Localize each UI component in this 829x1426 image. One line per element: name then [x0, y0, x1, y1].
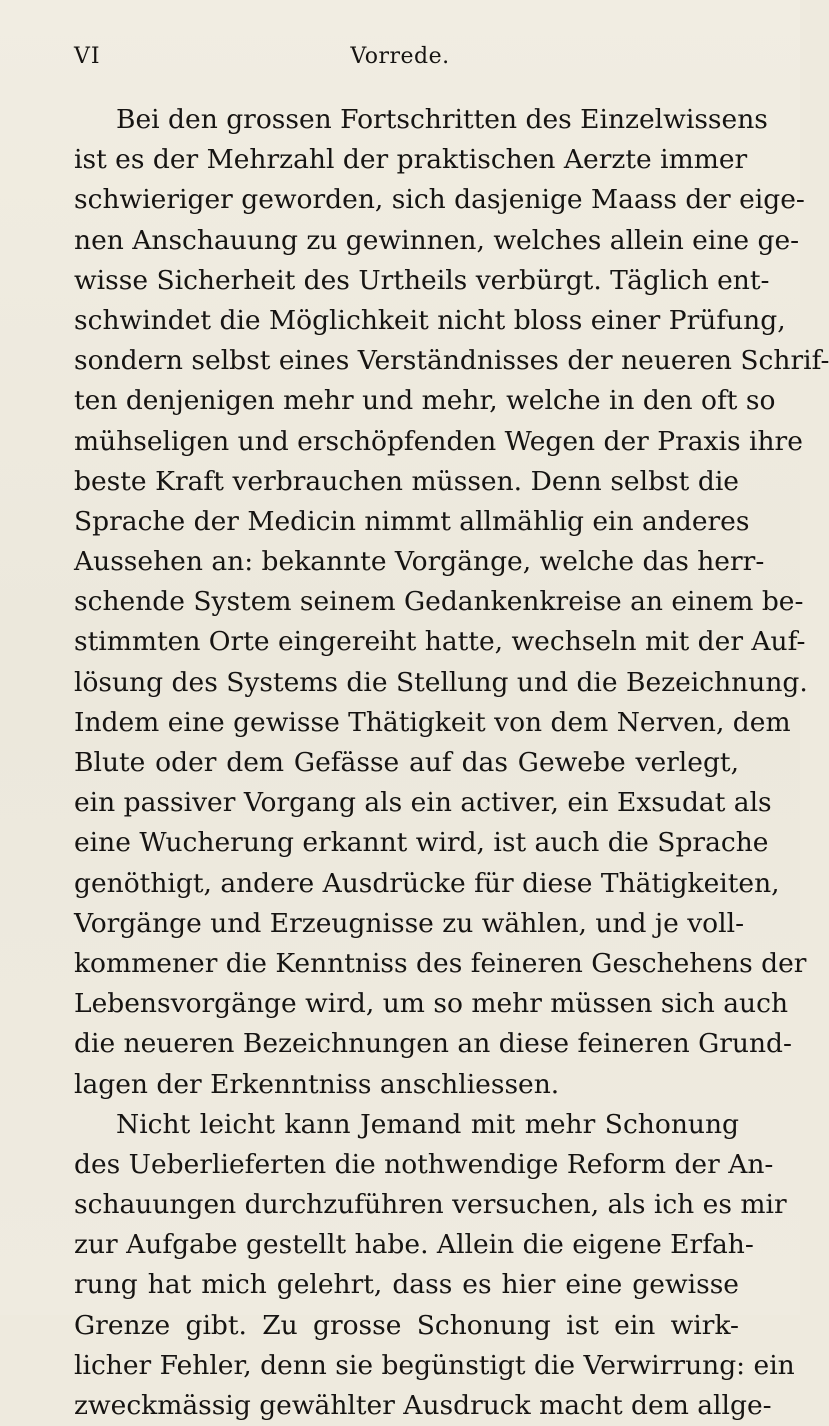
text-line: Lebensvorgänge wird, um so mehr müssen sich auch — [74, 988, 789, 1020]
text-line: des Ueberlieferten die nothwendige Reform der An- — [74, 1148, 774, 1180]
text-line: Bei den grossen Fortschritten des Einzelwissens — [116, 104, 768, 135]
text-line: ten denjenigen mehr und mehr, welche in den oft so — [74, 385, 776, 417]
text-line: die neueren Bezeichnungen an diese feineren Grund- — [74, 1028, 792, 1060]
page-number: VI — [74, 44, 101, 69]
text-line: Vorgänge und Erzeugnisse zu wählen, und je voll- — [74, 907, 745, 939]
text-line: ein passiver Vorgang als ein activer, ein Exsudat als — [74, 787, 772, 819]
text-line: Sprache der Medicin nimmt allmählig ein anderes — [74, 505, 750, 537]
running-title: Vorrede. — [350, 44, 450, 69]
text-line: beste Kraft verbrauchen müssen. Denn selbst die — [74, 465, 739, 497]
text-line: schauungen durchzuführen versuchen, als ich es mir — [74, 1189, 787, 1221]
text-line: eine Wucherung erkannt wird, ist auch die Sprache — [74, 827, 769, 859]
text-line: wisse Sicherheit des Urtheils verbürgt. Täglich ent- — [74, 264, 770, 296]
text-line: Blute oder dem Gefässe auf das Gewebe verlegt, — [74, 747, 739, 778]
text-line: lösung des Systems die Stellung und die Bezeichnung. — [74, 666, 808, 698]
text-line: Grenze gibt. Zu grosse Schonung ist ein wirk- — [74, 1309, 739, 1341]
text-line: Aussehen an: bekannte Vorgänge, welche das herr- — [74, 546, 765, 578]
text-line: Nicht leicht kann Jemand mit mehr Schonung — [116, 1108, 739, 1140]
text-line: Indem eine gewisse Thätigkeit von dem Nerven, dem — [74, 706, 791, 738]
text-line: mühseligen und erschöpfenden Wegen der Praxis ihre — [74, 425, 803, 457]
running-header — [70, 44, 730, 78]
text-line: sondern selbst eines Verständnisses der neueren Schrif- — [74, 345, 829, 377]
text-line: zur Aufgabe gestellt habe. Allein die eigene Erfah- — [74, 1229, 754, 1261]
text-line: zweckmässig gewählter Ausdruck macht dem allge- — [74, 1390, 772, 1421]
text-line: rung hat mich gelehrt, dass es hier eine gewisse — [74, 1269, 739, 1301]
text-line: schende System seinem Gedankenkreise an einem be- — [74, 586, 804, 618]
text-line: licher Fehler, denn sie begünstigt die Verwirrung: ein — [74, 1349, 795, 1381]
text-line: stimmten Orte eingereiht hatte, wechseln mit der Auf- — [74, 626, 806, 658]
text-line: schwindet die Möglichkeit nicht bloss einer Prüfung, — [74, 304, 786, 336]
text-line: schwieriger geworden, sich dasjenige Maass der eige- — [74, 184, 805, 216]
text-line: lagen der Erkenntniss anschliessen. — [74, 1068, 560, 1100]
text-line: genöthigt, andere Ausdrücke für diese Thätigkeiten, — [74, 867, 780, 899]
text-line: ist es der Mehrzahl der praktischen Aerzte immer — [74, 144, 748, 176]
text-line: nen Anschauung zu gewinnen, welches allein eine ge- — [74, 224, 800, 256]
text-line: kommener die Kenntniss des feineren Geschehens der — [74, 947, 807, 979]
body-text — [74, 100, 829, 1426]
